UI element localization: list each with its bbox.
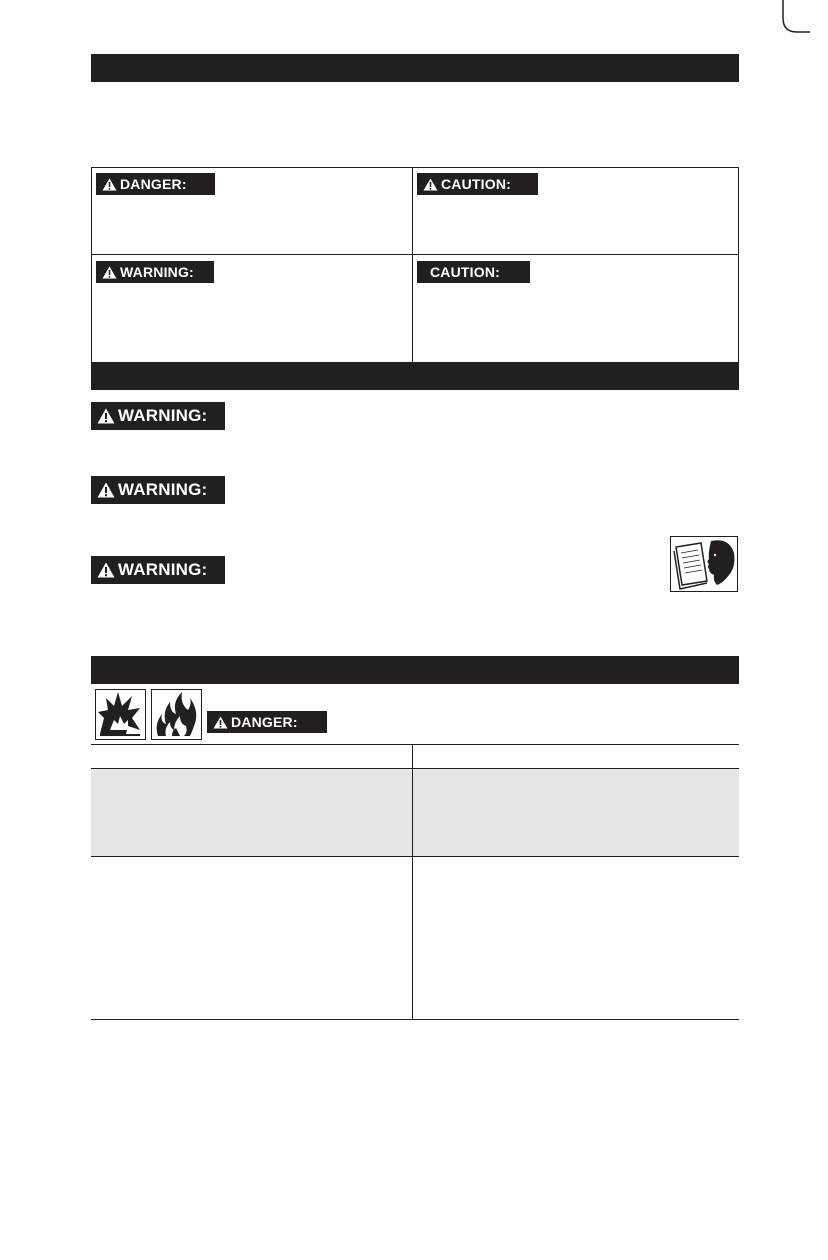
- explosion-hazard-icon: [95, 689, 146, 740]
- caution-alert-label-text: CAUTION:: [441, 176, 512, 192]
- section-header-bar-1: [91, 54, 739, 82]
- hazard-table-row-rule-1: [91, 768, 739, 769]
- warning-triangle-icon: [97, 408, 115, 424]
- hazard-table-row-rule-2: [91, 856, 739, 857]
- danger-label: [96, 173, 215, 195]
- caution-plain-label-text: CAUTION:: [430, 264, 501, 280]
- warning-triangle-icon: [423, 178, 438, 191]
- warning-label-3: [91, 556, 225, 584]
- read-manual-icon: [670, 536, 738, 592]
- warning-label-1: [91, 402, 225, 430]
- hazard-table-bottom-rule: [91, 1019, 739, 1020]
- warning-label-2: [91, 476, 225, 504]
- danger-label-2-text: DANGER:: [231, 714, 298, 730]
- warning-label-1-text: WARNING:: [118, 406, 208, 425]
- fire-hazard-icon: [151, 689, 202, 740]
- caution-alert-label: [417, 173, 538, 195]
- danger-label-text: DANGER:: [120, 176, 187, 192]
- hazard-table-top-rule: [91, 744, 739, 745]
- warning-label: [96, 261, 214, 283]
- grid-divider-vertical: [412, 167, 413, 363]
- warning-triangle-icon: [97, 562, 115, 578]
- caution-plain-label: [417, 261, 530, 283]
- warning-triangle-icon: [213, 716, 228, 729]
- grid-divider-horizontal: [91, 254, 739, 255]
- section-header-bar-2: [91, 362, 739, 390]
- hazard-table-shaded-row: [91, 768, 739, 856]
- hazard-table-divider: [412, 744, 413, 1020]
- warning-label-3-text: WARNING:: [118, 560, 208, 579]
- warning-triangle-icon: [102, 266, 117, 279]
- warning-triangle-icon: [97, 482, 115, 498]
- danger-label-2: [207, 711, 327, 733]
- warning-triangle-icon: [102, 178, 117, 191]
- warning-label-text: WARNING:: [120, 264, 194, 280]
- warning-label-2-text: WARNING:: [118, 480, 208, 499]
- section-header-bar-3: [91, 656, 739, 684]
